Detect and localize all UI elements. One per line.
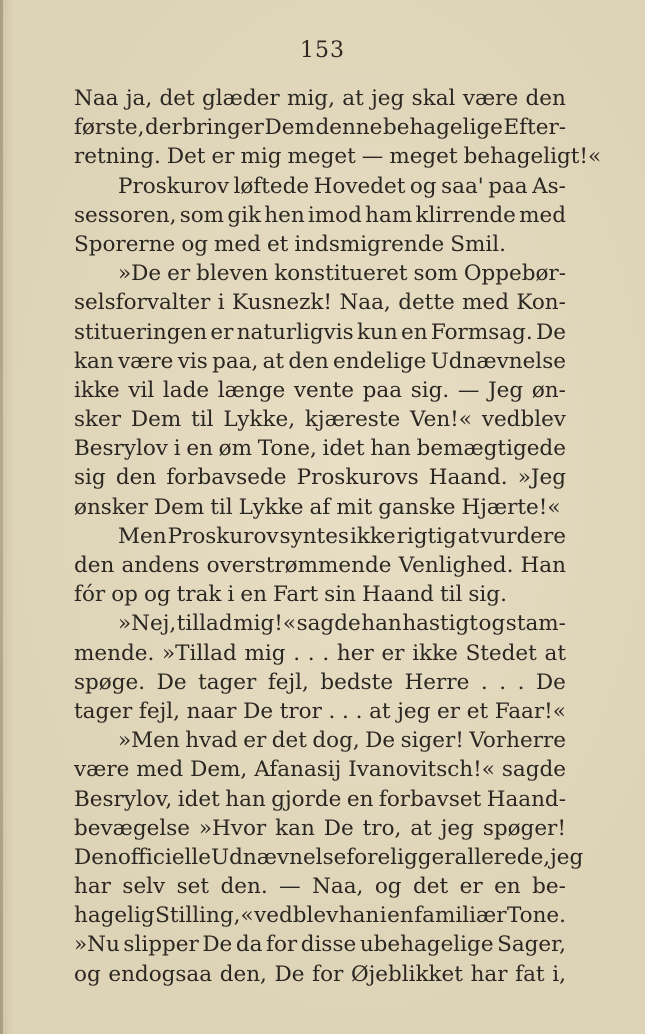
word: . <box>517 669 525 695</box>
word: dette <box>398 290 455 316</box>
word: med <box>462 290 509 316</box>
word: Dem <box>130 407 182 433</box>
word: jeg <box>397 698 431 724</box>
word: »Jeg <box>517 465 566 491</box>
word: være <box>74 757 130 783</box>
word: er <box>210 319 234 345</box>
word: — <box>457 377 480 403</box>
word: Hjærte!« <box>461 494 561 520</box>
word: han <box>370 436 411 462</box>
word: det <box>413 874 449 900</box>
word: sig. <box>468 582 507 608</box>
word: Smil. <box>450 231 506 257</box>
word: være <box>462 86 519 111</box>
word: jeg <box>371 86 405 111</box>
word: bemægtigede <box>416 436 566 462</box>
word: officielle <box>117 844 212 870</box>
word: Sager, <box>497 932 566 958</box>
text-line <box>74 697 566 726</box>
word: er <box>437 698 461 724</box>
word: ønsker <box>74 494 148 520</box>
word: tager <box>74 698 133 724</box>
word: saa' <box>441 173 484 199</box>
word: ja, <box>125 86 153 111</box>
word: en <box>494 874 521 900</box>
word: at <box>410 815 432 841</box>
word: be- <box>532 874 566 900</box>
word: til <box>439 582 463 608</box>
word: idet <box>322 436 365 462</box>
word: til <box>210 494 233 520</box>
word: der <box>145 115 182 141</box>
text-line <box>74 901 566 930</box>
word: stam- <box>505 611 566 637</box>
word: De <box>156 669 187 695</box>
word: »Nu <box>74 932 120 958</box>
word: konstitueret <box>274 261 408 287</box>
word: et <box>266 231 289 257</box>
word: set <box>176 874 210 900</box>
word: han <box>338 903 380 929</box>
word: indsmigrende <box>294 231 445 257</box>
word: gjorde <box>271 786 342 812</box>
word: Herre <box>404 669 470 695</box>
word: den <box>115 465 157 491</box>
word: Faar!« <box>494 698 566 724</box>
word: De <box>323 815 354 841</box>
word: Udnævnelse <box>430 348 566 374</box>
word: endogsaa <box>108 961 213 987</box>
word: ubehagelige <box>359 932 494 958</box>
word: da <box>235 932 263 958</box>
word: gik <box>227 202 261 228</box>
word: bedste <box>320 669 394 695</box>
word: Stilling,« <box>155 903 254 929</box>
text-line <box>74 347 566 376</box>
word: »Tillad <box>162 640 237 666</box>
text-line <box>74 376 566 405</box>
text-line <box>74 434 566 463</box>
word: jeg <box>550 844 584 870</box>
word: i <box>379 903 387 929</box>
text-line <box>74 668 566 697</box>
word: — <box>361 144 384 170</box>
word: kun <box>356 319 398 345</box>
word: ikke <box>74 377 120 403</box>
word: har <box>74 874 111 900</box>
word: og <box>478 611 506 637</box>
word: tro, <box>362 815 402 841</box>
word: at <box>544 640 566 666</box>
word: sagde <box>296 611 361 637</box>
word: imod <box>307 202 362 228</box>
word: Proskurov <box>118 173 229 199</box>
word: Dem <box>264 115 315 141</box>
word: slipper <box>123 932 199 958</box>
word: Ivanovitsch!« <box>348 757 495 783</box>
word: den, <box>219 961 267 987</box>
word: ikke <box>412 640 458 666</box>
word: at <box>457 523 480 549</box>
word: . <box>355 698 363 724</box>
word: . <box>328 698 336 724</box>
word: vurdere <box>480 523 566 549</box>
word: selv <box>122 874 166 900</box>
text-line <box>74 142 602 171</box>
word: Stedet <box>465 640 537 666</box>
word: Hovedet <box>313 173 406 199</box>
word: »De <box>118 261 162 287</box>
word: en <box>387 903 414 929</box>
text-line <box>74 726 566 755</box>
word: sagde <box>501 757 566 783</box>
word: stitueringen <box>74 319 208 345</box>
word: løftede <box>233 173 310 199</box>
text-line <box>74 288 566 317</box>
word: fat <box>515 961 545 987</box>
word: ikke <box>349 523 396 549</box>
word: at <box>369 698 391 724</box>
word: dog, <box>312 728 360 754</box>
word: hagelig <box>74 903 155 929</box>
text-line <box>74 639 566 668</box>
word: mit <box>336 494 373 520</box>
word: er <box>381 640 405 666</box>
word: Haand <box>361 582 434 608</box>
text-line <box>74 960 566 989</box>
word: Tone, <box>257 436 317 462</box>
word: sker <box>74 407 122 433</box>
word: glæder <box>202 86 280 111</box>
word: øm <box>218 436 253 462</box>
word: tager <box>198 669 257 695</box>
word: mig <box>244 640 286 666</box>
word: den <box>74 553 115 578</box>
word: Naa, <box>312 874 364 900</box>
word: Sporerne <box>74 231 176 257</box>
word: »Men <box>118 728 180 754</box>
word: Oppebør- <box>463 261 566 287</box>
word: forbavset <box>378 786 482 812</box>
word: længe <box>217 377 286 403</box>
text-line <box>74 522 566 551</box>
word: denne <box>315 115 383 141</box>
word: han <box>225 786 266 812</box>
word: ganske <box>378 494 456 520</box>
word: klirrende <box>415 202 516 228</box>
word: Lykke <box>238 494 304 520</box>
word: Tone. <box>506 903 566 929</box>
word: til <box>191 407 214 433</box>
word: et <box>466 698 489 724</box>
word: hen <box>264 202 305 228</box>
word: idet <box>177 786 220 812</box>
word: tillad <box>176 611 233 637</box>
word: Jeg <box>488 377 524 403</box>
word: den. <box>220 874 268 900</box>
word: og <box>374 874 402 900</box>
word: . <box>342 698 349 724</box>
text-line <box>74 785 566 814</box>
word: som <box>179 202 225 228</box>
word: familiær <box>414 903 507 929</box>
text-line <box>74 755 566 784</box>
word: Ven!« <box>410 407 472 433</box>
word: Afanasij <box>254 757 342 783</box>
word: tror <box>279 698 322 724</box>
word: . <box>293 640 301 666</box>
word: fejl, <box>138 698 180 724</box>
word: disse <box>300 932 357 958</box>
word: . <box>322 640 330 666</box>
word: at <box>262 348 285 374</box>
word: for <box>312 961 344 987</box>
word: jeg <box>440 815 474 841</box>
page-number: 153 <box>300 38 345 63</box>
word: med <box>519 202 566 228</box>
word: paa, <box>212 348 259 374</box>
word: Vorherre <box>469 728 566 754</box>
word: Efter- <box>503 115 566 141</box>
word: den <box>288 348 329 374</box>
word: i, <box>552 961 566 987</box>
word: ham <box>365 202 413 228</box>
word: med <box>136 757 184 783</box>
text-line <box>74 318 566 347</box>
word: sig <box>74 465 106 491</box>
word: Naa <box>74 86 119 111</box>
text-line <box>74 405 566 434</box>
word: en <box>346 786 374 812</box>
word: af <box>309 494 331 520</box>
text-line <box>74 843 584 872</box>
text-line <box>74 814 566 843</box>
word: Den <box>74 844 118 870</box>
word: naturligvis <box>236 319 354 345</box>
word: det <box>271 728 307 754</box>
word: vil <box>128 377 155 403</box>
word: øn- <box>531 377 566 403</box>
word: og <box>143 582 171 608</box>
word: vedblev <box>481 407 566 433</box>
word: en <box>186 436 213 462</box>
word: Formsag. <box>430 319 533 345</box>
word: og <box>409 173 437 199</box>
text-line <box>74 872 566 901</box>
word: behageligt!« <box>463 144 602 170</box>
word: det <box>159 86 195 111</box>
word: Proskurov <box>167 523 279 549</box>
text-line <box>74 493 566 522</box>
word: hastigt <box>402 611 478 637</box>
word: endelige <box>333 348 427 374</box>
word: bleven <box>196 261 269 287</box>
word: »Nej, <box>118 611 177 637</box>
word: kjæreste <box>304 407 401 433</box>
text-line <box>74 463 566 492</box>
word: være <box>118 348 174 374</box>
word: og <box>181 231 209 257</box>
word: skal <box>411 86 456 111</box>
word: spøger! <box>482 815 566 841</box>
word: med <box>214 231 261 257</box>
word: fór <box>74 582 106 608</box>
text-line <box>74 172 566 201</box>
word: har <box>470 961 508 987</box>
word: mig, <box>287 86 335 111</box>
word: meget <box>287 144 356 170</box>
word: vis <box>177 348 208 374</box>
word: i <box>227 582 235 608</box>
word: sig. <box>410 377 450 403</box>
word: siger! <box>400 728 464 754</box>
word: forbavsede <box>166 465 287 491</box>
word: mende. <box>74 640 155 666</box>
text-line <box>74 259 566 288</box>
word: behagelige <box>382 115 503 141</box>
text-line <box>74 609 566 638</box>
word: en <box>240 582 267 608</box>
word: Proskurovs <box>296 465 419 491</box>
word: naar <box>186 698 237 724</box>
word: . <box>307 640 315 666</box>
word: vedblev <box>254 903 339 929</box>
word: han <box>361 611 402 637</box>
word: Han <box>520 553 566 578</box>
word: Venlighed. <box>398 553 514 578</box>
word: trak <box>176 582 222 608</box>
text-line <box>74 84 566 113</box>
word: for <box>266 932 298 958</box>
text-line <box>74 930 566 959</box>
word: De <box>274 961 305 987</box>
word: bevægelse <box>74 815 190 841</box>
text-line <box>74 201 566 230</box>
word: op <box>111 582 138 608</box>
word: Besrylov <box>74 436 168 462</box>
word: hvad <box>185 728 238 754</box>
word: andens <box>121 553 200 578</box>
word: syntes <box>279 523 349 549</box>
word: . <box>499 669 507 695</box>
word: Naa, <box>339 290 391 316</box>
page-binding-edge <box>0 0 3 1034</box>
word: Haand- <box>486 786 566 812</box>
body-text <box>74 84 602 989</box>
word: retning. <box>74 144 161 170</box>
word: er <box>211 144 235 170</box>
word: en <box>401 319 428 345</box>
word: fejl, <box>267 669 309 695</box>
word: »Hvor <box>198 815 267 841</box>
text-line <box>74 580 566 609</box>
word: mig <box>240 144 282 170</box>
word: foreligger <box>346 844 455 870</box>
word: sessoren, <box>74 202 177 228</box>
word: kan <box>275 815 315 841</box>
word: er <box>459 874 483 900</box>
word: Besrylov, <box>74 786 173 812</box>
word: som <box>413 261 458 287</box>
word: De <box>243 698 274 724</box>
word: . <box>480 669 488 695</box>
word: rigtig <box>396 523 457 549</box>
word: Men <box>118 523 167 549</box>
word: Haand. <box>428 465 508 491</box>
word: i <box>173 436 181 462</box>
word: Fart <box>272 582 319 608</box>
word: mig!« <box>233 611 297 637</box>
word: og <box>74 961 101 987</box>
word: allerede, <box>454 844 551 870</box>
word: er <box>167 261 191 287</box>
word: Lykke, <box>223 407 296 433</box>
word: her <box>336 640 374 666</box>
word: vente <box>293 377 354 403</box>
word: lade <box>162 377 210 403</box>
word: Øjeblikket <box>350 961 463 987</box>
word: paa <box>488 173 528 199</box>
text-line <box>74 113 566 142</box>
word: — <box>279 874 301 900</box>
word: meget <box>389 144 458 170</box>
word: i <box>217 290 225 316</box>
word: paa <box>362 377 403 403</box>
word: Kon- <box>516 290 566 316</box>
word: Kusnezk! <box>232 290 333 316</box>
word: Dem <box>153 494 205 520</box>
word: De <box>535 669 566 695</box>
word: As- <box>532 173 566 199</box>
word: Udnævnelse <box>211 844 347 870</box>
word: De <box>535 319 566 345</box>
word: første, <box>74 115 145 141</box>
word: Dem, <box>190 757 248 783</box>
word: De <box>365 728 396 754</box>
word: Det <box>166 144 206 170</box>
word: bringer <box>182 115 264 141</box>
word: selsforvalter <box>74 290 211 316</box>
word: kan <box>74 348 114 374</box>
word: De <box>202 932 233 958</box>
word: sin <box>324 582 356 608</box>
word: at <box>342 86 364 111</box>
word: spøge. <box>74 669 146 695</box>
word: overstrømmende <box>206 553 392 578</box>
text-line <box>74 551 566 580</box>
word: den <box>525 86 566 111</box>
text-line <box>74 230 566 259</box>
word: er <box>243 728 267 754</box>
